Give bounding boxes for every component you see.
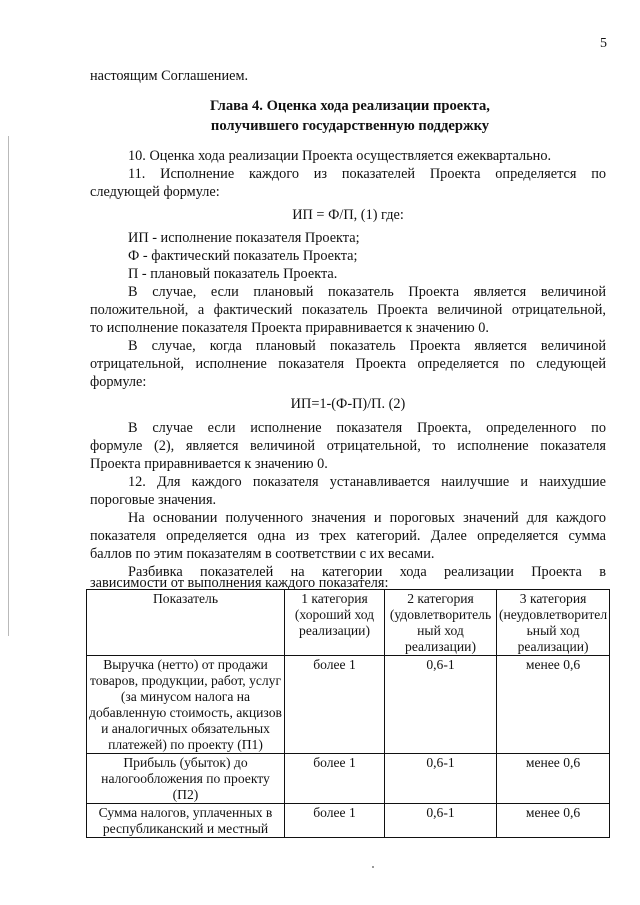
split-line1: Разбивка показателей на категории хода реализации Проекта в: [128, 564, 606, 580]
category-3-cell: менее 0,6: [497, 754, 610, 804]
chapter-title-line1: Глава 4. Оценка хода реализации проекта,: [210, 98, 490, 114]
negative-case-line2: формуле (2), является величиной отрицательной, то исполнение показателя: [90, 438, 606, 454]
paragraph-12-line2: пороговые значения.: [90, 492, 217, 508]
category-3-cell: менее 0,6: [497, 804, 610, 838]
category-1-cell: более 1: [285, 804, 385, 838]
indicator-cell: Сумма налогов, уплаченных в республиканский и местный: [87, 804, 285, 838]
definition-ip: ИП - исполнение показателя Проекта;: [128, 230, 360, 246]
table-header-row: [87, 590, 610, 656]
category-3-cell: менее 0,6: [497, 656, 610, 754]
continuation-text: настоящим Соглашением.: [90, 68, 249, 84]
header-indicator: Показатель: [87, 590, 285, 656]
formula-1: ИП = Ф/П, (1) где:: [292, 207, 404, 223]
paragraph-11-line1: 11. Исполнение каждого из показателей Проекта определяется по: [128, 166, 606, 182]
table-row: [87, 656, 610, 754]
category-2-cell: 0,6-1: [385, 754, 497, 804]
definition-f: Ф - фактический показатель Проекта;: [128, 248, 358, 264]
category-2-cell: 0,6-1: [385, 804, 497, 838]
case2-line3: формуле:: [90, 374, 147, 390]
category-1-cell: более 1: [285, 754, 385, 804]
header-category-3: 3 категория (неудовлетворител ьный ход реализации): [497, 590, 610, 656]
page-number: 5: [600, 36, 607, 51]
indicator-cell: Прибыль (убыток) до налогообложения по проекту (П2): [87, 754, 285, 804]
scan-margin-line: [8, 136, 9, 636]
header-category-2: 2 категория (удовлетворитель ный ход реализации): [385, 590, 497, 656]
category-2-cell: 0,6-1: [385, 656, 497, 754]
definition-p: П - плановый показатель Проекта.: [128, 266, 338, 282]
formula-2: ИП=1-(Ф-П)/П. (2): [290, 396, 406, 412]
case2-line1: В случае, когда плановый показатель Проекта является величиной: [128, 338, 606, 354]
negative-case-line1: В случае если исполнение показателя Проекта, определенного по: [128, 420, 606, 436]
category-1-cell: более 1: [285, 656, 385, 754]
categories-table: [86, 589, 610, 838]
case1-line2: положительной, а фактический показатель Проекта величиной отрицательной,: [90, 302, 606, 318]
negative-case-line3: Проекта приравнивается к значению 0.: [90, 456, 328, 472]
table-row: [87, 804, 610, 838]
paragraph-12-line1: 12. Для каждого показателя устанавливается наилучшие и наихудшие: [128, 474, 606, 490]
case1-line1: В случае, если плановый показатель Проекта является величиной: [128, 284, 606, 300]
case2-line2: отрицательной, исполнение показателя Проекта определяется по следующей: [90, 356, 606, 372]
basis-line3: баллов по этим показателям в соответствии с их весами.: [90, 546, 435, 562]
scan-speck: [372, 866, 374, 868]
chapter-title-line2: получившего государственную поддержку: [210, 118, 490, 134]
basis-line1: На основании полученного значения и пороговых значений для каждого: [128, 510, 606, 526]
table-row: [87, 754, 610, 804]
case1-line3: то исполнение показателя Проекта приравнивается к значению 0.: [90, 320, 489, 336]
split-line2: зависимости от выполнения каждого показателя:: [90, 575, 389, 591]
basis-line2: показателя определяется одна из трех категорий. Далее определяется сумма: [90, 528, 606, 544]
paragraph-10: 10. Оценка хода реализации Проекта осуществляется ежеквартально.: [128, 148, 552, 164]
header-category-1: 1 категория (хороший ход реализации): [285, 590, 385, 656]
paragraph-11-line2: следующей формуле:: [90, 184, 220, 200]
indicator-cell: Выручка (нетто) от продажи товаров, продукции, работ, услуг (за минусом налога на добавленную стоимость, акцизов и аналогичных обязательных платежей) по проекту (П1): [87, 656, 285, 754]
